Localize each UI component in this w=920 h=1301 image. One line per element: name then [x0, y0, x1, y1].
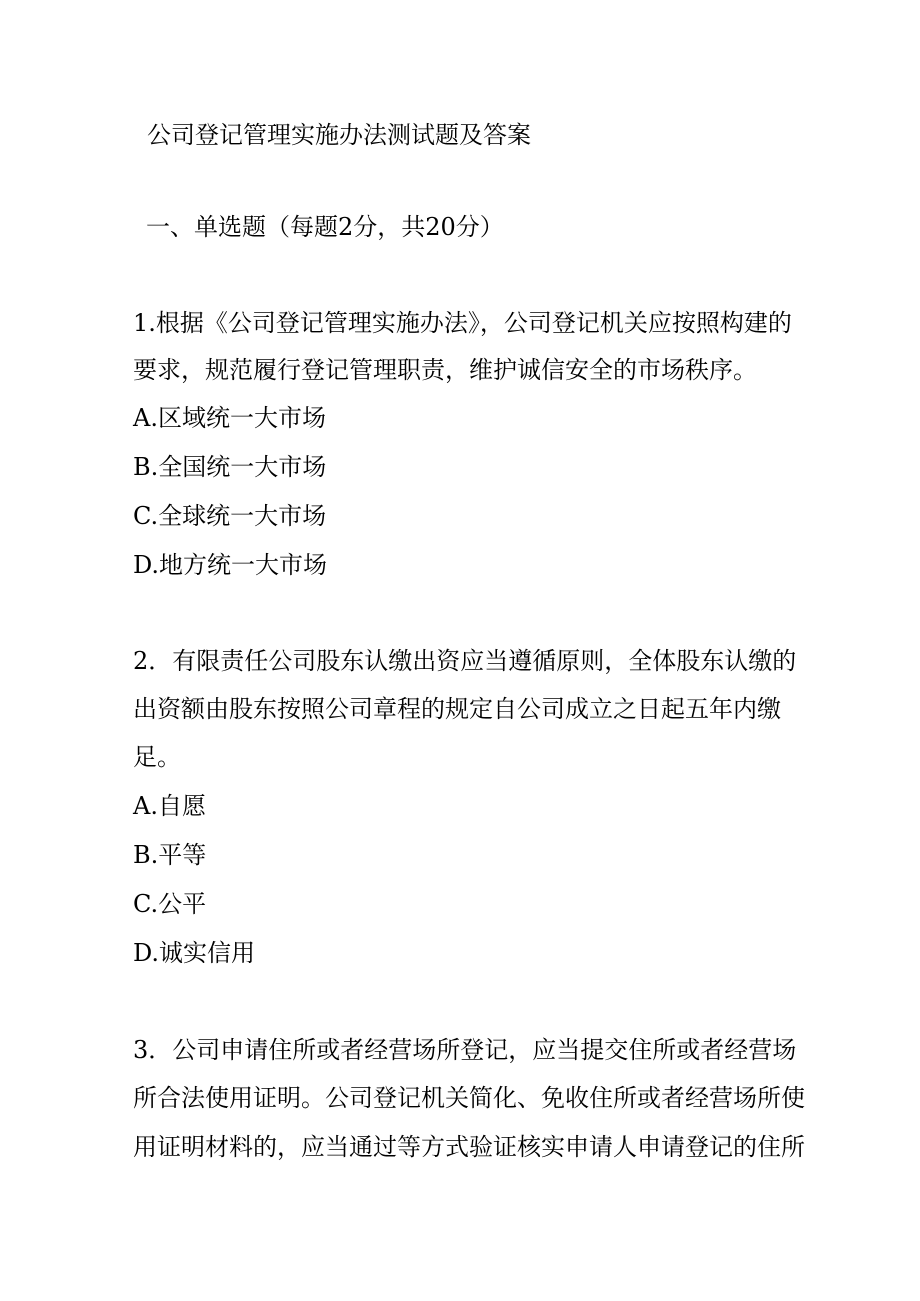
question-1-option-b: B.全国统一大市场 — [133, 453, 327, 481]
question-1-line-2: 要求，规范履行登记管理职责，维护诚信安全的市场秩序。 — [133, 356, 757, 384]
question-2-line-1: 2．有限责任公司股东认缴出资应当遵循原则，全体股东认缴的 — [133, 647, 797, 675]
question-2-line-2: 出资额由股东按照公司章程的规定自公司成立之日起五年内缴 — [133, 695, 781, 723]
section-heading: 一、单选题（每题2分，共20分） — [146, 213, 504, 241]
question-3-line-2: 所合法使用证明。公司登记机关简化、免收住所或者经营场所使 — [133, 1084, 805, 1112]
question-2-line-3: 足。 — [133, 743, 181, 771]
question-1-option-d: D.地方统一大市场 — [133, 551, 328, 579]
question-2-option-d: D.诚实信用 — [133, 939, 256, 967]
question-2-option-c: C.公平 — [133, 890, 207, 918]
document-title: 公司登记管理实施办法测试题及答案 — [147, 121, 531, 149]
question-1-option-a: A.区域统一大市场 — [133, 404, 326, 432]
question-2-option-b: B.平等 — [133, 841, 207, 869]
question-2-option-a: A.自愿 — [133, 792, 206, 820]
question-3-line-3: 用证明材料的，应当通过等方式验证核实申请人申请登记的住所 — [133, 1133, 805, 1161]
question-1-option-c: C.全球统一大市场 — [133, 502, 327, 530]
question-1-line-1: 1.根据《公司登记管理实施办法》，公司登记机关应按照构建的 — [133, 309, 792, 337]
question-3-line-1: 3．公司申请住所或者经营场所登记，应当提交住所或者经营场 — [133, 1036, 797, 1064]
